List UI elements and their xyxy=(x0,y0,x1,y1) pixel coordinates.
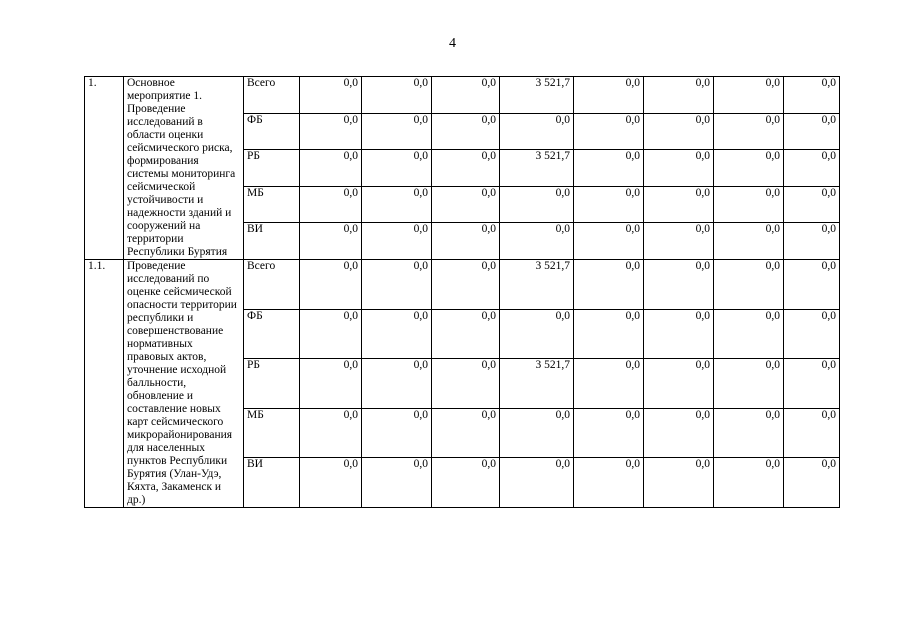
value-cell: 0,0 xyxy=(644,359,714,409)
funding-source-total: Всего xyxy=(244,260,300,310)
value-cell: 0,0 xyxy=(362,309,432,359)
value-cell: 0,0 xyxy=(574,223,644,260)
value-cell: 0,0 xyxy=(714,260,784,310)
value-cell: 0,0 xyxy=(784,223,840,260)
value-cell: 0,0 xyxy=(300,113,362,150)
value-cell: 0,0 xyxy=(714,309,784,359)
value-cell: 0,0 xyxy=(432,113,500,150)
value-cell: 0,0 xyxy=(644,223,714,260)
value-cell: 0,0 xyxy=(432,260,500,310)
value-cell: 0,0 xyxy=(644,309,714,359)
value-cell: 0,0 xyxy=(432,309,500,359)
funding-source-mb: МБ xyxy=(244,408,300,458)
value-cell: 0,0 xyxy=(300,186,362,223)
value-cell: 0,0 xyxy=(300,458,362,508)
value-cell: 0,0 xyxy=(574,77,644,114)
value-cell: 0,0 xyxy=(500,113,574,150)
value-cell: 3 521,7 xyxy=(500,150,574,187)
value-cell: 0,0 xyxy=(500,458,574,508)
value-cell: 0,0 xyxy=(574,150,644,187)
value-cell: 0,0 xyxy=(784,186,840,223)
value-cell: 0,0 xyxy=(300,77,362,114)
row-number: 1. xyxy=(85,77,124,260)
funding-source-rb: РБ xyxy=(244,359,300,409)
value-cell: 0,0 xyxy=(362,113,432,150)
budget-table xyxy=(84,76,840,508)
row-number: 1.1. xyxy=(85,260,124,508)
value-cell: 0,0 xyxy=(784,77,840,114)
value-cell: 0,0 xyxy=(432,458,500,508)
value-cell: 0,0 xyxy=(362,260,432,310)
value-cell: 0,0 xyxy=(714,150,784,187)
value-cell: 0,0 xyxy=(644,77,714,114)
value-cell: 0,0 xyxy=(644,458,714,508)
funding-source-total: Всего xyxy=(244,77,300,114)
value-cell: 0,0 xyxy=(574,458,644,508)
value-cell: 0,0 xyxy=(300,408,362,458)
value-cell: 0,0 xyxy=(362,408,432,458)
value-cell: 0,0 xyxy=(362,150,432,187)
funding-source-fb: ФБ xyxy=(244,309,300,359)
funding-source-vi: ВИ xyxy=(244,223,300,260)
value-cell: 0,0 xyxy=(784,260,840,310)
value-cell: 0,0 xyxy=(300,260,362,310)
value-cell: 0,0 xyxy=(362,186,432,223)
funding-source-fb: ФБ xyxy=(244,113,300,150)
value-cell: 3 521,7 xyxy=(500,77,574,114)
value-cell: 0,0 xyxy=(644,186,714,223)
value-cell: 0,0 xyxy=(432,150,500,187)
value-cell: 0,0 xyxy=(714,186,784,223)
value-cell: 0,0 xyxy=(362,359,432,409)
value-cell: 0,0 xyxy=(300,223,362,260)
value-cell: 0,0 xyxy=(500,223,574,260)
value-cell: 0,0 xyxy=(432,408,500,458)
page-number: 4 xyxy=(449,36,456,51)
value-cell: 0,0 xyxy=(500,186,574,223)
funding-source-rb: РБ xyxy=(244,150,300,187)
row-description: Основное мероприятие 1. Проведение исследований в области оценки сейсмического риска, формирования системы мониторинга сейсмической устойчивости и надежности зданий и сооружений на территории Республики Бурятия xyxy=(124,77,244,260)
funding-source-vi: ВИ xyxy=(244,458,300,508)
value-cell: 0,0 xyxy=(362,223,432,260)
value-cell: 0,0 xyxy=(432,77,500,114)
value-cell: 0,0 xyxy=(714,458,784,508)
value-cell: 0,0 xyxy=(784,359,840,409)
value-cell: 0,0 xyxy=(500,408,574,458)
value-cell: 3 521,7 xyxy=(500,260,574,310)
value-cell: 0,0 xyxy=(784,408,840,458)
value-cell: 0,0 xyxy=(714,408,784,458)
value-cell: 0,0 xyxy=(784,113,840,150)
value-cell: 0,0 xyxy=(644,150,714,187)
value-cell: 0,0 xyxy=(714,359,784,409)
value-cell: 0,0 xyxy=(784,309,840,359)
value-cell: 0,0 xyxy=(574,359,644,409)
funding-source-mb: МБ xyxy=(244,186,300,223)
value-cell: 0,0 xyxy=(714,77,784,114)
row-description: Проведение исследований по оценке сейсмической опасности территории республики и совершенствование нормативных правовых актов, уточнение исходной балльности, обновление и составление новых карт сейсмического микрорайонирования для населенных пунктов Республики Бурятия (Улан-Удэ, Кяхта, Закаменск и др.) xyxy=(124,260,244,508)
value-cell: 0,0 xyxy=(574,113,644,150)
value-cell: 0,0 xyxy=(574,260,644,310)
value-cell: 0,0 xyxy=(300,359,362,409)
value-cell: 0,0 xyxy=(644,113,714,150)
value-cell: 0,0 xyxy=(300,309,362,359)
value-cell: 0,0 xyxy=(362,77,432,114)
value-cell: 0,0 xyxy=(574,408,644,458)
value-cell: 0,0 xyxy=(714,113,784,150)
table-row xyxy=(85,77,840,114)
value-cell: 0,0 xyxy=(432,223,500,260)
table-row xyxy=(85,260,840,310)
value-cell: 0,0 xyxy=(784,150,840,187)
value-cell: 0,0 xyxy=(784,458,840,508)
value-cell: 0,0 xyxy=(574,186,644,223)
value-cell: 0,0 xyxy=(644,408,714,458)
value-cell: 0,0 xyxy=(644,260,714,310)
value-cell: 0,0 xyxy=(300,150,362,187)
value-cell: 3 521,7 xyxy=(500,359,574,409)
value-cell: 0,0 xyxy=(574,309,644,359)
value-cell: 0,0 xyxy=(500,309,574,359)
value-cell: 0,0 xyxy=(432,359,500,409)
value-cell: 0,0 xyxy=(714,223,784,260)
value-cell: 0,0 xyxy=(362,458,432,508)
value-cell: 0,0 xyxy=(432,186,500,223)
